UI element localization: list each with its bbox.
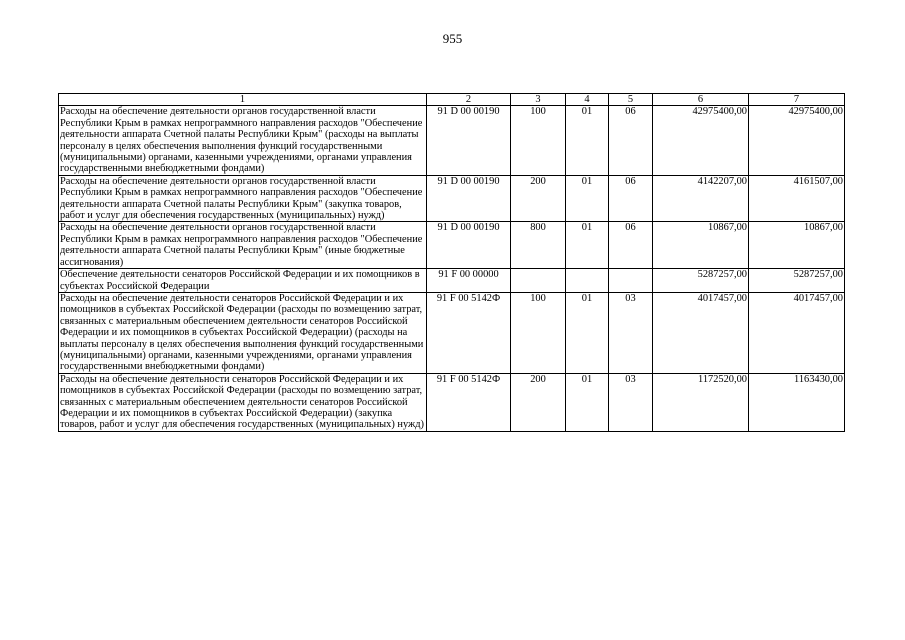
page-number: 955 (442, 31, 463, 46)
row-description: Расходы на обеспечение деятельности органов государственной власти Республики Крым в рамках непрограммного направления расходов "Обеспечение деятельности аппарата Счетной палаты Республики Крым" (закупка товаров, работ и услуг для обеспечения государственных (муниципальных) нужд) (59, 175, 427, 222)
row-amount-col7: 4017457,00 (749, 292, 845, 373)
column-header-6: 6 (653, 94, 749, 106)
row-expense-type: 200 (511, 175, 566, 222)
row-description: Расходы на обеспечение деятельности органов государственной власти Республики Крым в рамках непрограммного направления расходов "Обеспечение деятельности аппарата Счетной палаты Республики Крым" (иные бюджетные ассигнования) (59, 222, 427, 269)
row-target-code: 91 F 00 5142Ф (427, 292, 511, 373)
table-row (59, 292, 845, 373)
table-row (59, 175, 845, 222)
column-header-1: 1 (59, 94, 427, 106)
row-description: Расходы на обеспечение деятельности сенаторов Российской Федерации и их помощников в субъектах Российской Федерации (расходы по возмещению затрат, связанных с материальным обеспечением деятельности сенаторов Российской Федерации и их помощников в субъектах Российской Федерации) (закупка товаров, работ и услуг для обеспечения государственных (муниципальных) нужд) (59, 373, 427, 431)
table-row (59, 269, 845, 293)
budget-table (58, 93, 845, 432)
row-amount-col6: 4017457,00 (653, 292, 749, 373)
row-amount-col7: 1163430,00 (749, 373, 845, 431)
row-expense-type: 100 (511, 292, 566, 373)
row-subsection: 06 (609, 222, 653, 269)
row-amount-col7: 5287257,00 (749, 269, 845, 293)
row-target-code: 91 D 00 00190 (427, 175, 511, 222)
row-target-code: 91 D 00 00190 (427, 222, 511, 269)
row-amount-col6: 10867,00 (653, 222, 749, 269)
row-subsection: 03 (609, 292, 653, 373)
row-expense-type (511, 269, 566, 293)
column-header-3: 3 (511, 94, 566, 106)
row-amount-col7: 42975400,00 (749, 106, 845, 175)
row-amount-col6: 42975400,00 (653, 106, 749, 175)
row-amount-col7: 4161507,00 (749, 175, 845, 222)
table-row (59, 373, 845, 431)
row-subsection: 03 (609, 373, 653, 431)
row-description: Обеспечение деятельности сенаторов Российской Федерации и их помощников в субъектах Российской Федерации (59, 269, 427, 293)
row-amount-col6: 1172520,00 (653, 373, 749, 431)
row-section: 01 (566, 373, 609, 431)
column-header-7: 7 (749, 94, 845, 106)
table-row (59, 106, 845, 175)
row-subsection: 06 (609, 106, 653, 175)
row-amount-col7: 10867,00 (749, 222, 845, 269)
row-section: 01 (566, 292, 609, 373)
row-section: 01 (566, 106, 609, 175)
row-expense-type: 800 (511, 222, 566, 269)
header-row (59, 94, 845, 106)
row-expense-type: 200 (511, 373, 566, 431)
row-description: Расходы на обеспечение деятельности сенаторов Российской Федерации и их помощников в субъектах Российской Федерации (расходы по возмещению затрат, связанных с материальным обеспечением деятельности сенаторов Российской Федерации и их помощников в субъектах Российской Федерации) (расходы на выплаты персоналу в целях обеспечения выполнения функций государственными (муниципальными) органами, казенными учреждениями, органами управления государственными внебюджетными фондами) (59, 292, 427, 373)
row-section: 01 (566, 222, 609, 269)
row-expense-type: 100 (511, 106, 566, 175)
row-amount-col6: 5287257,00 (653, 269, 749, 293)
row-section (566, 269, 609, 293)
table-row (59, 222, 845, 269)
row-target-code: 91 D 00 00190 (427, 106, 511, 175)
row-description: Расходы на обеспечение деятельности органов государственной власти Республики Крым в рамках непрограммного направления расходов "Обеспечение деятельности аппарата Счетной палаты Республики Крым" (расходы на выплаты персоналу в целях обеспечения выполнения функций государственными (муниципальными) органами, казенными учреждениями, органами управления государственными внебюджетными фондами) (59, 106, 427, 175)
column-header-2: 2 (427, 94, 511, 106)
row-subsection (609, 269, 653, 293)
row-target-code: 91 F 00 00000 (427, 269, 511, 293)
row-subsection: 06 (609, 175, 653, 222)
column-header-5: 5 (609, 94, 653, 106)
row-amount-col6: 4142207,00 (653, 175, 749, 222)
column-header-4: 4 (566, 94, 609, 106)
row-section: 01 (566, 175, 609, 222)
row-target-code: 91 F 00 5142Ф (427, 373, 511, 431)
